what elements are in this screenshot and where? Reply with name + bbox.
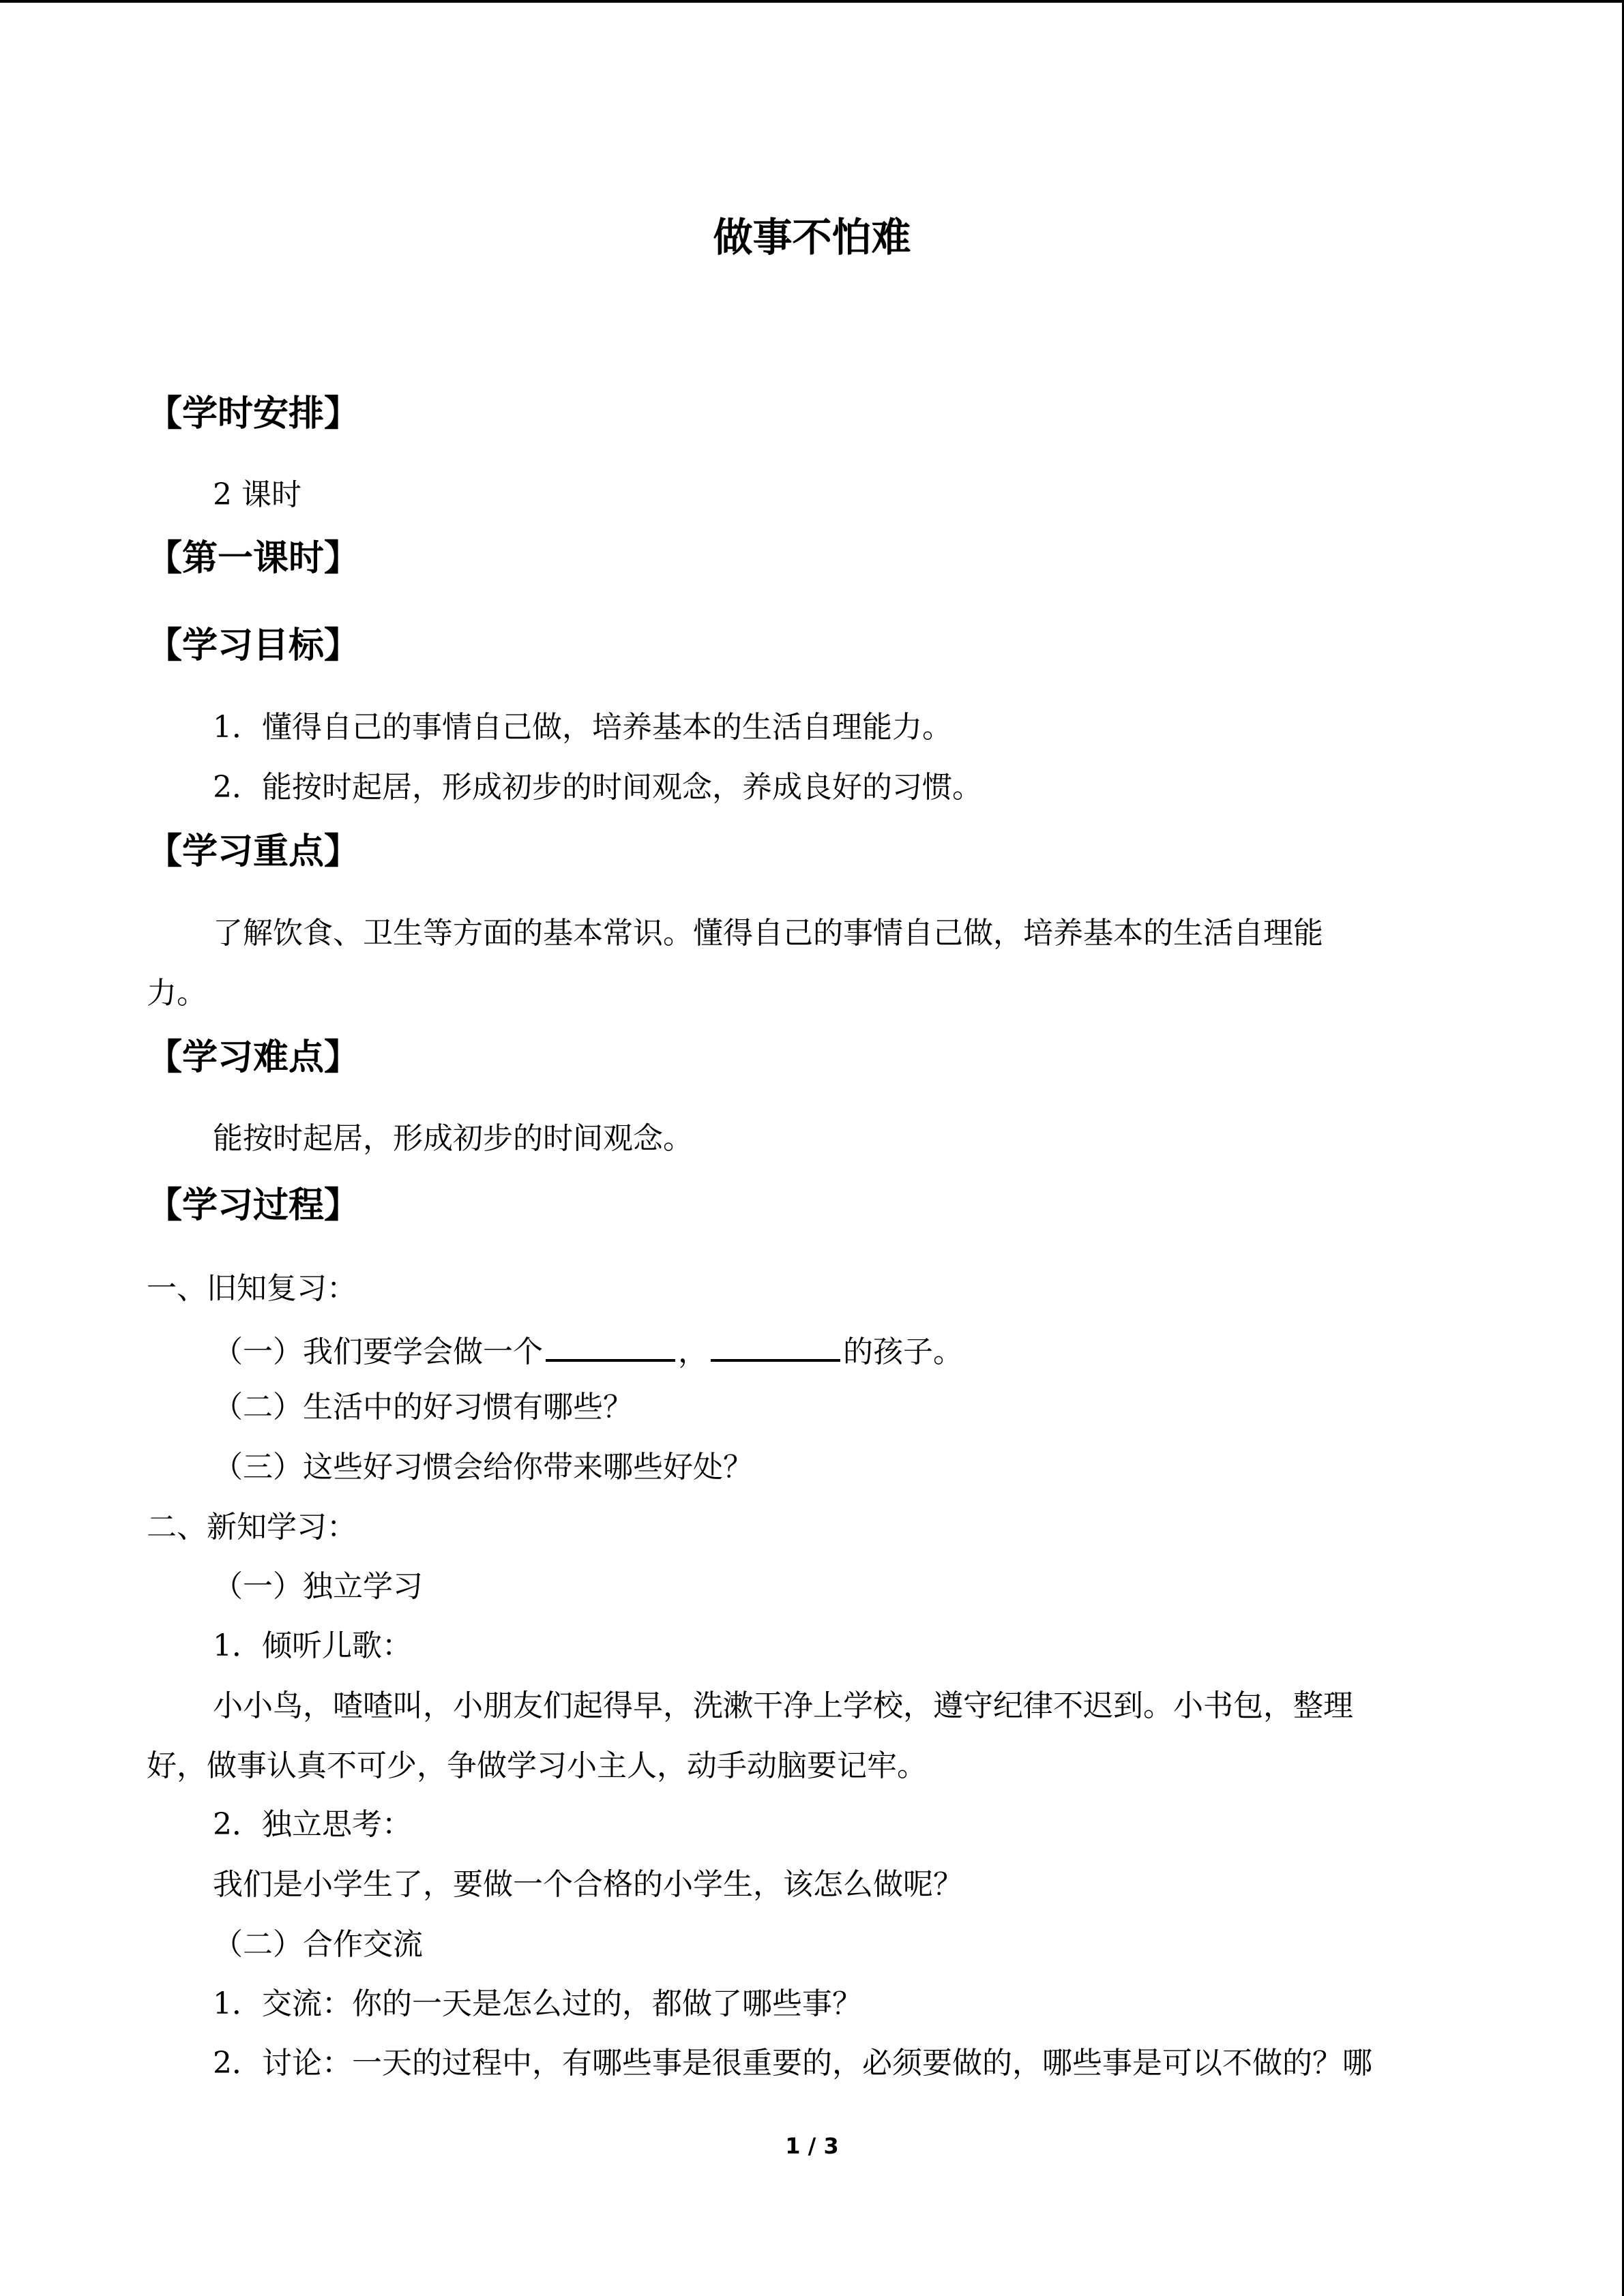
independent-study-heading: （一）独立学习 [213, 1569, 423, 1604]
heading-first-lesson: 【第一课时】 [147, 538, 360, 579]
exchange-item: 1．交流：你的一天是怎么过的，都做了哪些事？ [213, 1986, 862, 2021]
review-title: 一、旧知复习： [147, 1271, 357, 1306]
heading-schedule: 【学时安排】 [147, 393, 360, 434]
document-title: 做事不怕难 [713, 214, 911, 260]
listen-song-item: 1．倾听儿歌： [213, 1628, 412, 1663]
key-points-line-2: 力。 [147, 976, 207, 1011]
review-q1-separator: ， [678, 1335, 708, 1369]
new-learning-title: 二、新知学习： [147, 1510, 357, 1545]
song-line-1: 小小鸟，喳喳叫，小朋友们起得早，洗漱干净上学校，遵守纪律不迟到。小书包，整理 [213, 1688, 1353, 1723]
heading-key-points: 【学习重点】 [147, 831, 360, 872]
heading-difficulties: 【学习难点】 [147, 1037, 360, 1078]
heading-goals: 【学习目标】 [147, 625, 360, 666]
difficulties-text: 能按时起居，形成初步的时间观念。 [213, 1121, 693, 1156]
goal-item-2: 2．能按时起居，形成初步的时间观念，养成良好的习惯。 [213, 770, 982, 805]
schedule-text: 2 课时 [213, 477, 301, 512]
discussion-item: 2．讨论：一天的过程中，有哪些事是很重要的，必须要做的，哪些事是可以不做的？哪 [213, 2046, 1372, 2081]
review-q1-suffix: 的孩子。 [843, 1335, 963, 1369]
cooperation-heading: （二）合作交流 [213, 1927, 423, 1962]
fill-blank-1 [546, 1328, 675, 1362]
review-question-2: （二）生活中的好习惯有哪些？ [213, 1390, 633, 1425]
fill-blank-2 [711, 1328, 840, 1362]
song-line-2: 好，做事认真不可少，争做学习小主人，动手动脑要记牢。 [147, 1748, 927, 1783]
key-points-line-1: 了解饮食、卫生等方面的基本常识。懂得自己的事情自己做，培养基本的生活自理能 [213, 916, 1323, 951]
review-question-1 [213, 1328, 963, 1373]
independent-thinking-item: 2．独立思考： [213, 1807, 412, 1842]
review-q1-prefix: （一）我们要学会做一个 [213, 1335, 543, 1369]
thinking-text: 我们是小学生了，要做一个合格的小学生，该怎么做呢？ [213, 1867, 963, 1902]
goal-item-1: 1．懂得自己的事情自己做，培养基本的生活自理能力。 [213, 710, 952, 745]
top-border [0, 0, 1624, 3]
review-question-3: （三）这些好习惯会给你带来哪些好处？ [213, 1450, 753, 1485]
heading-process: 【学习过程】 [147, 1185, 360, 1226]
page-number: 1 / 3 [785, 2133, 839, 2159]
